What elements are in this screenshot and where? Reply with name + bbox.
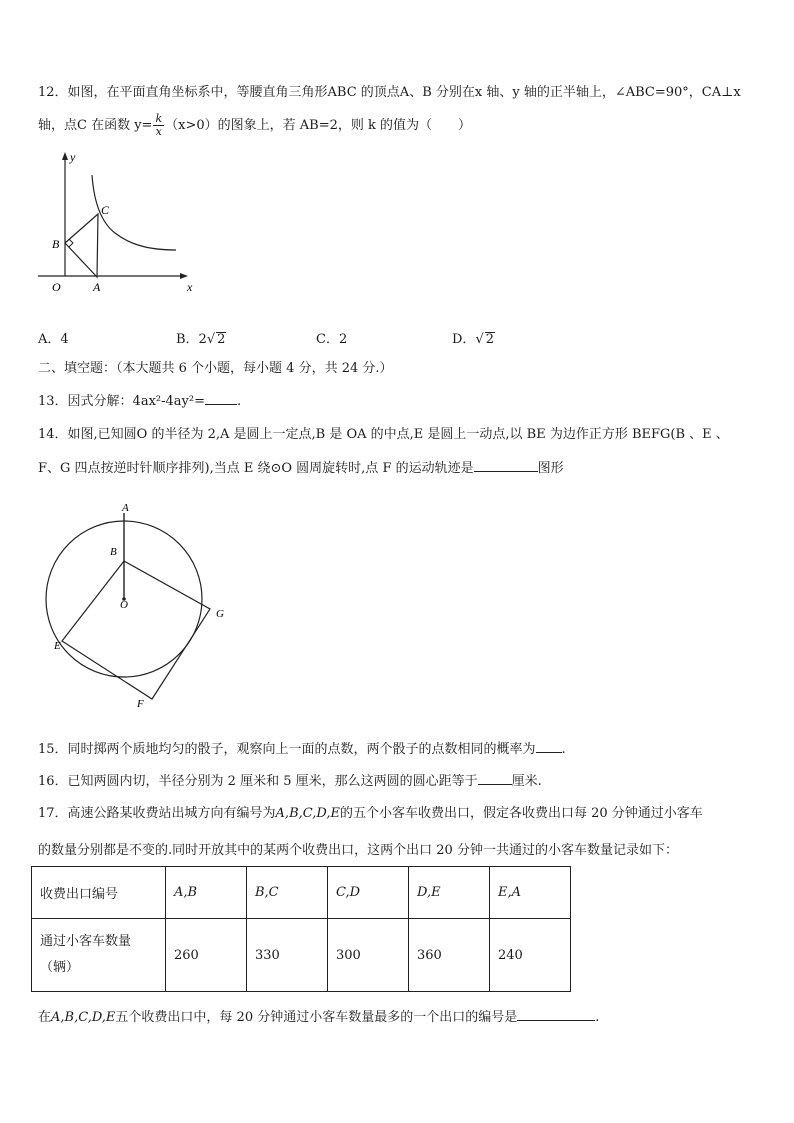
q12-label-B: B <box>52 237 60 251</box>
q17-count-cell: 360 <box>409 919 490 992</box>
q14-label-O: O <box>120 599 128 611</box>
q12-line2-pre: 轴，点C 在函数 y= <box>38 118 153 133</box>
q17-pair-cell: A,B <box>166 867 247 919</box>
q15-text: 15．同时掷两个质地均匀的骰子，观察向上一面的点数，两个骰子的点数相同的概率为 <box>38 742 536 757</box>
q12-option-c: C．2 <box>316 332 348 347</box>
q12-option-b: B．2√ 2 <box>176 332 226 347</box>
q12-label-A: A <box>93 280 101 294</box>
q14-blank[interactable] <box>474 457 538 472</box>
q14-line2-pre: F、G 四点按逆时针顺序排列),当点 E 绕⊙O 圆周旋转时,点 F 的运动轨迹是 <box>38 461 474 476</box>
q17-count-cell: 330 <box>247 919 328 992</box>
q14-label-F: F <box>137 698 144 710</box>
q17-pair-cell: B,C <box>247 867 328 919</box>
q17-line3 <box>38 1006 599 1027</box>
q17-blank[interactable] <box>517 1006 595 1021</box>
q17-line1-pre: 17．高速公路某收费站出城方向有编号为 <box>38 806 276 821</box>
q12-option-d: D．√ 2 <box>452 332 495 347</box>
q12-option-d-radicand: 2 <box>485 332 495 347</box>
q16-blank[interactable] <box>478 770 512 785</box>
q17-line1 <box>38 805 703 823</box>
q17-pair-cell: E,A <box>490 867 571 919</box>
q13-text: 13．因式分解：4ax²-4ay²= <box>38 394 205 409</box>
q17-pair-cell: D,E <box>409 867 490 919</box>
q17-line1-labels: A,B,C,D,E <box>275 806 340 821</box>
q12-frac-den: x <box>155 125 162 138</box>
q12-label-x: x <box>187 280 193 294</box>
q12-label-y: y <box>70 150 76 164</box>
q14-figure <box>40 495 240 715</box>
q12-line2-post: （x>0）的图象上，若 AB=2，则 k 的值为（ ） <box>165 118 471 133</box>
q15-blank[interactable] <box>536 738 562 753</box>
q17-line3-pre: 在 <box>38 1010 52 1025</box>
q17-end: . <box>595 1010 600 1025</box>
q12-label-C: C <box>101 203 110 217</box>
q13 <box>38 390 241 411</box>
q14-line2-post: 图形 <box>537 461 564 476</box>
q17-line1-post: 的五个小客车收费出口，假定各收费出口每 20 分钟通过小客车 <box>339 806 703 821</box>
q16 <box>38 770 542 791</box>
q16-end: 厘米. <box>511 774 542 789</box>
q17-header-label: 收费出口编号 <box>32 867 166 919</box>
q12-line1: 12．如图，在平面直角坐标系中，等腰直角三角形ABC 的顶点A、B 分别在x 轴、y 轴的正半轴上，∠ABC=90°，CA⊥x <box>38 85 741 100</box>
q16-text: 16．已知两圆内切，半径分别为 2 厘米和 5 厘米，那么这两圆的圆心距等于 <box>38 774 478 789</box>
q12-line2 <box>38 113 471 138</box>
q17-count-cell: 300 <box>328 919 409 992</box>
q12-option-b-pre: B．2 <box>176 332 207 347</box>
q14-label-A: A <box>122 502 129 514</box>
q12-option-b-radicand: 2 <box>217 332 226 347</box>
q14-label-B: B <box>110 546 117 558</box>
q12-option-d-pre: D． <box>452 332 476 347</box>
q17-table-count-row <box>32 919 571 992</box>
q14-line1: 14．如图,已知圆O 的半径为 2,A 是圆上一定点,B 是 OA 的中点,E 是圆上一动点,以 BE 为边作正方形 BEFG(B 、E 、 <box>38 427 729 442</box>
q17-count-cell: 240 <box>490 919 571 992</box>
q15-end: . <box>561 742 566 757</box>
q12-x-arrow <box>180 273 188 279</box>
q13-end: . <box>236 394 242 409</box>
q17-line3-post: 五个收费出口中，每 20 分钟通过小客车数量最多的一个出口的编号是 <box>115 1010 518 1025</box>
q17-table <box>31 866 571 992</box>
q12-right-angle-mark <box>69 239 73 247</box>
q14-line2 <box>38 457 564 478</box>
q12-option-a: A．4 <box>38 332 69 347</box>
q14-square <box>62 561 210 699</box>
q14-label-G: G <box>216 608 224 620</box>
q15 <box>38 738 566 759</box>
q14-label-E: E <box>54 640 61 652</box>
q12-frac-num: k <box>155 112 163 125</box>
q17-table-header-row <box>32 867 571 919</box>
q12-label-O: O <box>52 280 61 294</box>
q17-count-cell: 260 <box>166 919 247 992</box>
q17-line3-labels: A,B,C,D,E <box>51 1010 116 1025</box>
q17-row-label: 通过小客车数量（辆） <box>32 919 166 992</box>
q12-figure <box>30 148 200 298</box>
q17-line2: 的数量分别都是不变的.同时开放其中的某两个收费出口，这两个出口 20 分钟一共通过的小客车数量记录如下： <box>38 843 678 858</box>
q17-pair-cell: C,D <box>328 867 409 919</box>
q12-y-arrow <box>62 152 68 160</box>
q13-blank[interactable] <box>205 390 237 405</box>
section2-heading: 二、填空题：（本大题共 6 个小题，每小题 4 分，共 24 分.） <box>38 361 393 376</box>
q12-fraction <box>153 113 164 138</box>
